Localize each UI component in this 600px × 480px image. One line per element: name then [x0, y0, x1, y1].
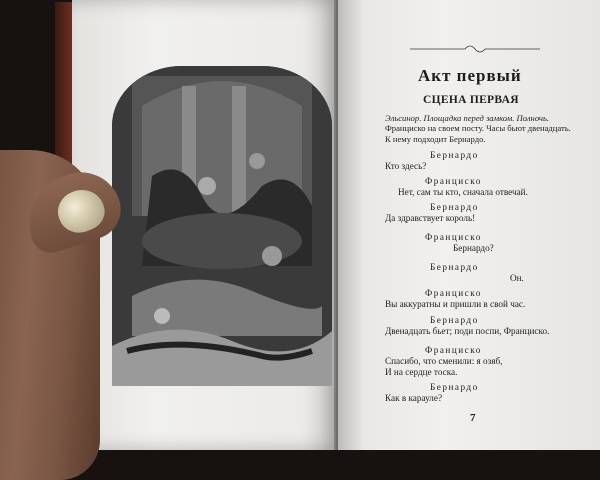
dialogue-line: Да здравствует король!: [385, 213, 476, 223]
speaker-name: Бернардо: [430, 150, 479, 160]
speaker-name: Франциско: [425, 345, 482, 355]
page-number: 7: [470, 412, 476, 424]
ornament-divider-icon: [410, 43, 540, 55]
speaker-name: Франциско: [425, 288, 482, 298]
dialogue-line: Вы аккуратны и пришли в свой час.: [385, 299, 526, 309]
dialogue-line: Как в карауле?: [385, 393, 443, 403]
dialogue-line: Бернардо?: [453, 243, 494, 253]
dialogue-line: И на сердце тоска.: [385, 367, 458, 377]
dialogue-line: Нет, сам ты кто, сначала отвечай.: [398, 187, 528, 197]
speaker-name: Бернардо: [430, 315, 479, 325]
stage-direction-line: К нему подходит Бернардо.: [385, 134, 486, 144]
dialogue-line: Двенадцать бьет; поди поспи, Франциско.: [385, 326, 550, 336]
dialogue-line: Спасибо, что сменили: я озяб,: [385, 356, 503, 366]
engraving-icon: [112, 66, 332, 386]
engraving-illustration: [112, 66, 332, 386]
speaker-name: Бернардо: [430, 262, 479, 272]
scene-title: СЦЕНА ПЕРВАЯ: [423, 94, 519, 106]
stage-direction-line: Франциско на своем посту. Часы бьют двенадцать.: [385, 123, 571, 133]
speaker-name: Бернардо: [430, 382, 479, 392]
speaker-name: Франциско: [425, 176, 482, 186]
dialogue-line: Он.: [510, 273, 524, 283]
stage-direction: Эльсинор. Площадка перед замком. Полночь.: [385, 113, 550, 123]
dialogue-line: Кто здесь?: [385, 161, 427, 171]
act-title: Акт первый: [418, 66, 522, 85]
speaker-name: Бернардо: [430, 202, 479, 212]
speaker-name: Франциско: [425, 232, 482, 242]
